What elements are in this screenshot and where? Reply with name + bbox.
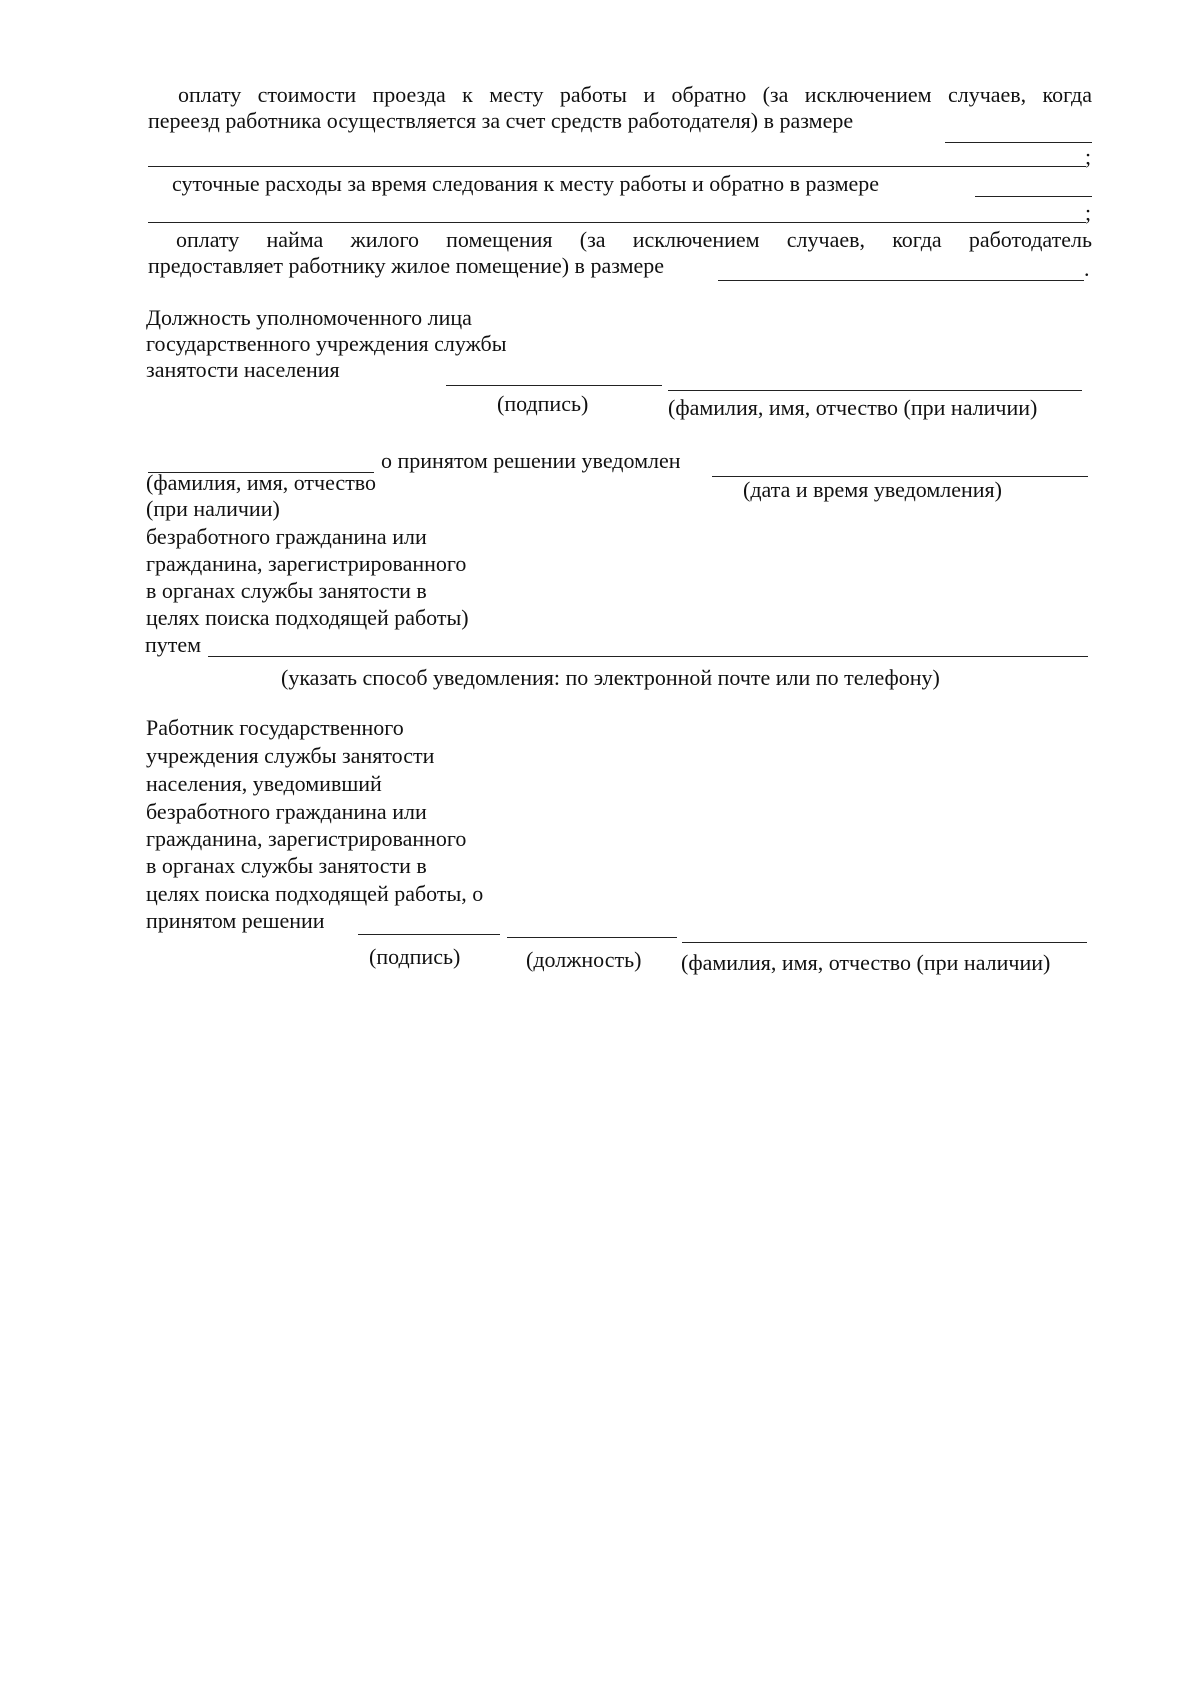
worker-label-line6: в органах службы занятости в (146, 853, 427, 878)
para1-line2: переезд работника осуществляется за счет средств работодателя) в размере (148, 108, 854, 133)
notice-method-label: путем (145, 632, 202, 657)
worker-label-line1: Работник государственного (146, 715, 404, 740)
para3-amount-blank[interactable] (718, 280, 1084, 281)
para2-end-mark: ; (1085, 200, 1092, 225)
notice-caption-line1: (фамилия, имя, отчество (146, 470, 377, 495)
worker-signature-line[interactable] (358, 934, 500, 935)
notice-caption-line6: целях поиска подходящей работы) (146, 605, 469, 630)
para2-amount-blank[interactable] (975, 196, 1092, 197)
official-label-line2: государственного учреждения службы (146, 331, 507, 356)
official-name-caption: (фамилия, имя, отчество (при наличии) (668, 395, 1038, 420)
para3-line1: оплату найма жилого помещения (за исключением случаев, когда работодатель (176, 227, 1092, 252)
worker-label-line3: населения, уведомивший (146, 771, 382, 796)
official-name-line[interactable] (668, 390, 1082, 391)
worker-signature-caption: (подпись) (369, 944, 461, 969)
worker-label-line5: гражданина, зарегистрированного (146, 826, 467, 851)
worker-position-line[interactable] (507, 937, 677, 938)
para1-line1: оплату стоимости проезда к месту работы и обратно (за исключением случаев, когда (178, 82, 1092, 107)
notice-datetime-caption: (дата и время уведомления) (743, 477, 1002, 502)
notice-caption-line4: гражданина, зарегистрированного (146, 551, 467, 576)
notice-caption-line3: безработного гражданина или (146, 524, 427, 549)
worker-label-line4: безработного гражданина или (146, 799, 427, 824)
notice-caption-line2: (при наличии) (146, 496, 280, 521)
official-signature-caption: (подпись) (497, 391, 589, 416)
para3-line2: предоставляет работнику жилое помещение) в размере (148, 253, 665, 278)
para1-amount-blank[interactable] (945, 142, 1092, 143)
para1-blank-line[interactable] (148, 166, 1086, 167)
worker-name-line[interactable] (682, 942, 1087, 943)
worker-position-caption: (должность) (526, 947, 642, 972)
worker-label-line7: целях поиска подходящей работы, о (146, 881, 484, 906)
notice-middle-text: о принятом решении уведомлен (381, 448, 681, 473)
notice-method-caption: (указать способ уведомления: по электронной почте или по телефону) (281, 665, 940, 690)
official-signature-line[interactable] (446, 385, 662, 386)
para2-line1: суточные расходы за время следования к месту работы и обратно в размере (172, 171, 880, 196)
notice-caption-line5: в органах службы занятости в (146, 578, 427, 603)
para1-end-mark: ; (1085, 144, 1092, 169)
worker-name-caption: (фамилия, имя, отчество (при наличии) (681, 950, 1051, 975)
notice-method-line[interactable] (208, 656, 1088, 657)
worker-label-line2: учреждения службы занятости (146, 743, 435, 768)
official-label-line3: занятости населения (146, 357, 340, 382)
official-label-line1: Должность уполномоченного лица (146, 305, 472, 330)
worker-label-line8: принятом решении (146, 908, 325, 933)
para2-blank-line[interactable] (148, 222, 1086, 223)
para3-end-mark: . (1084, 256, 1090, 281)
